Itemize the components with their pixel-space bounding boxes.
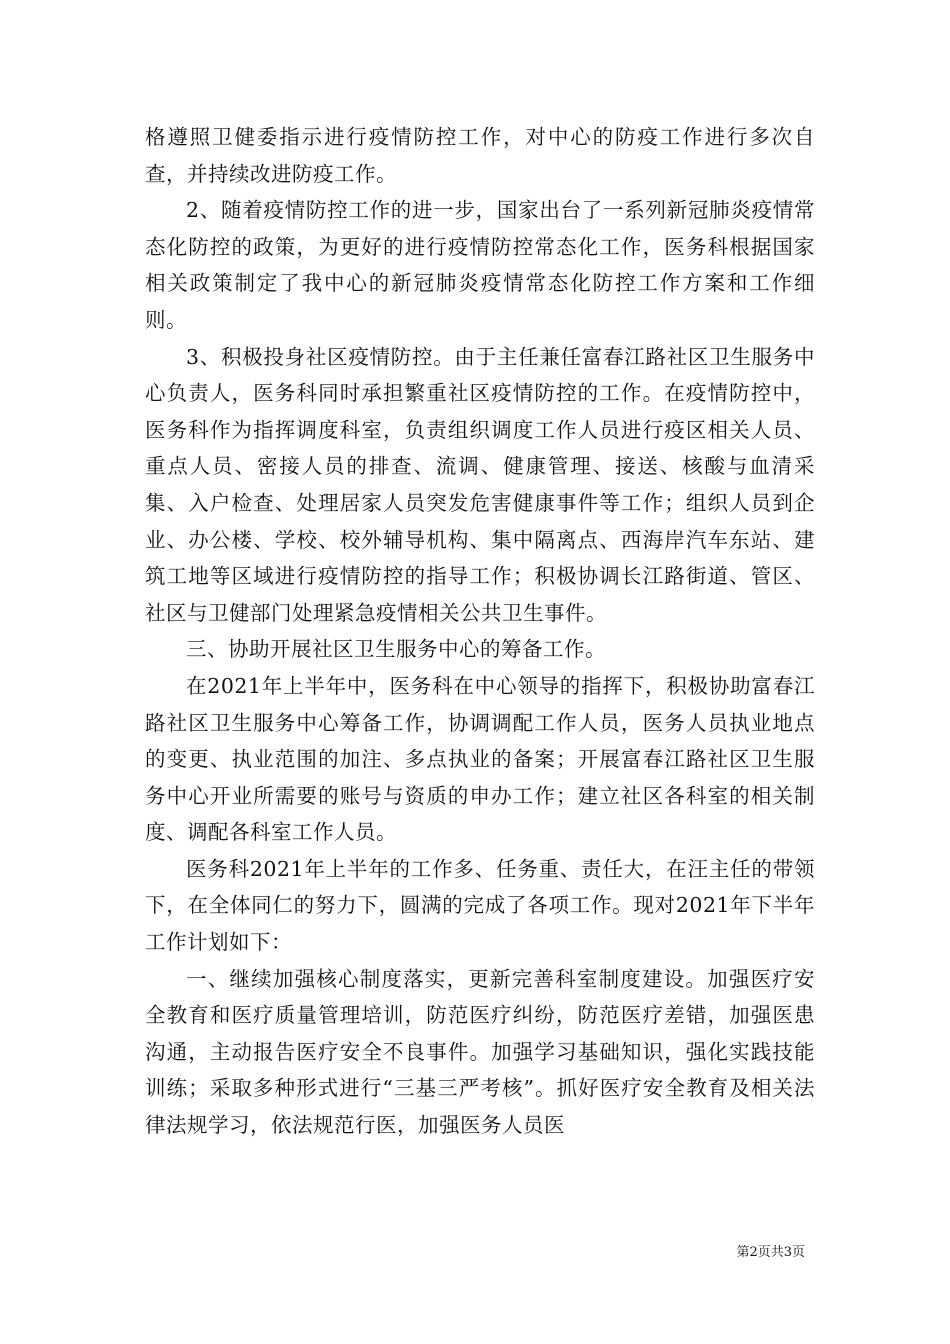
section-heading-3: 三、协助开展社区卫生服务中心的筹备工作。 <box>186 637 606 662</box>
paragraph-3: 3、积极投身社区疫情防控。由于主任兼任富春江路社区卫生服务中心负责人，医务科同时承担繁重社区疫情防控的工作。在疫情防控中，医务科作为指挥调度科室，负责组织调度工作人员进行疫区相关人员、重点人员、密接人员的排查、流调、健康管理、接送、核酸与血清采集、入户检查、处理居家人员突发危害健康事件等工作；组织人员到企业、办公楼、学校、校外辅导机构、集中隔离点、西海岸汽车东站、建筑工地等区域进行疫情防控的指导工作；积极协调长江路街道、管区、社区与卫健部门处理紧急疫情相关公共卫生事件。 <box>145 344 815 625</box>
paragraph-2: 2、随着疫情防控工作的进一步，国家出台了一系列新冠肺炎疫情常态化防控的政策，为更好的进行疫情防控常态化工作，医务科根据国家相关政策制定了我中心的新冠肺炎疫情常态化防控工作方案和工作细则。 <box>145 198 815 332</box>
page-number-footer: 第2页共3页 <box>736 1245 805 1260</box>
document-body <box>145 119 815 1144</box>
paragraph-6: 一、继续加强核心制度落实，更新完善科室制度建设。加强医疗安全教育和医疗质量管理培训，防范医疗纠纷，防范医疗差错，加强医患沟通，主动报告医疗安全不良事件。加强学习基础知识，强化实践技能训练；采取多种形式进行“三基三严考核”。抓好医疗安全教育及相关法律法规学习，依法规范行医，加强医务人员医 <box>145 966 815 1138</box>
paragraph-4: 在2021年上半年中，医务科在中心领导的指挥下，积极协助富春江路社区卫生服务中心筹备工作，协调调配工作人员，医务人员执业地点的变更、执业范围的加注、多点执业的备案；开展富春江路社区卫生服务中心开业所需要的账号与资质的申办工作；建立社区各科室的相关制度、调配各科室工作人员。 <box>145 673 815 845</box>
paragraph-5: 医务科2021年上半年的工作多、任务重、责任大，在汪主任的带领下，在全体同仁的努力下，圆满的完成了各项工作。现对2021年下半年工作计划如下： <box>145 856 815 955</box>
paragraph-1: 格遵照卫健委指示进行疫情防控工作，对中心的防疫工作进行多次自查，并持续改进防疫工作。 <box>145 125 815 186</box>
